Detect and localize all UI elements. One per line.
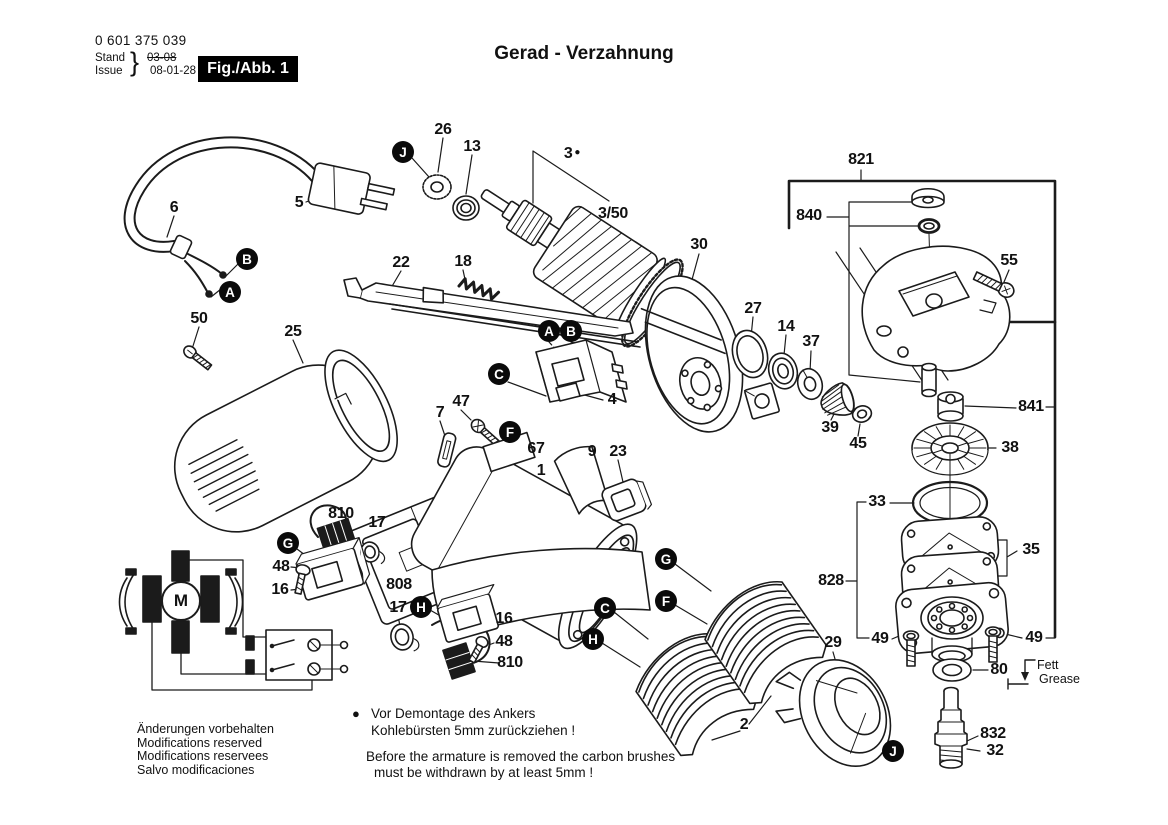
callout-1-28: 1 xyxy=(536,462,546,479)
callout-13-2: 13 xyxy=(463,138,481,155)
grease-label-de: Fett xyxy=(1037,658,1059,672)
callout-h-44: H xyxy=(410,596,432,618)
callout-55-17: 55 xyxy=(1000,252,1018,269)
callout-c-22: C xyxy=(488,363,510,385)
grease-label-en: Grease xyxy=(1039,672,1080,686)
power-plug-part xyxy=(307,162,396,220)
spindle-lock-cap-part xyxy=(912,189,944,208)
screw-50-part xyxy=(181,344,213,372)
note-bullet: ● xyxy=(352,706,360,721)
callout-832-59: 832 xyxy=(980,725,1006,742)
note-english-line2: must be withdrawn by at least 5mm ! xyxy=(374,765,594,780)
issue-label: Issue xyxy=(95,64,123,77)
pin-part xyxy=(922,364,936,397)
callout-7-24: 7 xyxy=(435,404,445,421)
callout-23-30: 23 xyxy=(609,443,627,460)
superseded-date: 03-08 xyxy=(147,52,177,64)
callout-5-5: 5 xyxy=(294,194,304,211)
power-cord-part xyxy=(130,142,316,297)
button-23-part xyxy=(600,476,652,523)
callout-16-45: 16 xyxy=(495,610,513,627)
callout-840-16: 840 xyxy=(796,207,822,224)
callout-810-37: 810 xyxy=(328,505,354,522)
callout-b-7: B xyxy=(236,248,258,270)
revision-line-0: Änderungen vorbehalten xyxy=(137,722,274,736)
callout-17-38: 17 xyxy=(368,514,386,531)
callout-j-1: J xyxy=(392,141,414,163)
revision-line-1: Modifications reserved xyxy=(137,735,263,750)
callout-808-42: 808 xyxy=(386,576,412,593)
callout-27-12: 27 xyxy=(744,300,762,317)
callout-18-10: 18 xyxy=(454,253,472,270)
callout-80-56: 80 xyxy=(990,661,1008,678)
pinion-39-part xyxy=(817,381,857,421)
issue-date: 08-01-28 xyxy=(150,65,197,77)
callout-67-27: 67 xyxy=(527,440,545,457)
callout-35-36: 35 xyxy=(1022,541,1040,558)
callout-48-46: 48 xyxy=(495,633,513,650)
bushing-841-part xyxy=(938,392,963,421)
callout-47-25: 47 xyxy=(452,393,470,410)
callout-6-6: 6 xyxy=(169,199,179,216)
felt-ring-26-part xyxy=(423,175,451,199)
callout-3-50-4: 3/50 xyxy=(598,205,628,222)
page-title: Gerad - Verzahnung xyxy=(494,43,674,64)
washer-37-part xyxy=(794,366,826,402)
grease-symbol xyxy=(1008,660,1035,689)
washer-80-part xyxy=(933,659,971,681)
callout-25-19: 25 xyxy=(284,323,302,340)
callout-39-31: 39 xyxy=(821,419,839,436)
callout-49-54: 49 xyxy=(1025,629,1043,646)
callout-3-3: 3 ● xyxy=(563,145,581,162)
callout-f-26: F xyxy=(499,421,521,443)
callout-a-8: A xyxy=(219,281,241,303)
callout-30-11: 30 xyxy=(690,236,708,253)
note-german-line1: Vor Demontage des Ankers xyxy=(371,706,536,721)
callout-32-60: 32 xyxy=(986,742,1004,759)
callout-g-39: G xyxy=(277,532,299,554)
callout-38-34: 38 xyxy=(1001,439,1019,456)
callout-9-29: 9 xyxy=(587,443,597,460)
lock-ring-part xyxy=(919,220,939,233)
callout-2-57: 2 xyxy=(739,716,749,733)
callout-g-48: G xyxy=(655,548,677,570)
callout-48-40: 48 xyxy=(272,558,290,575)
bearing-block-part xyxy=(744,383,779,420)
callout-45-32: 45 xyxy=(849,435,867,452)
callout-22-9: 22 xyxy=(392,254,410,271)
callout-f-49: F xyxy=(655,590,677,612)
callout-16-41: 16 xyxy=(271,581,289,598)
revision-footer xyxy=(137,723,274,778)
callout-841-33: 841 xyxy=(1018,398,1044,415)
stand-issue-brace: } xyxy=(130,47,140,77)
callout-828-52: 828 xyxy=(818,572,844,589)
figure-label-badge: Fig./Abb. 1 xyxy=(198,56,298,82)
callout-a-20: A xyxy=(538,320,560,342)
callout-810-47: 810 xyxy=(497,654,523,671)
callout-b-21: B xyxy=(560,320,582,342)
callout-821-15: 821 xyxy=(848,151,874,168)
callout-4-23: 4 xyxy=(607,391,617,408)
spindle-832-part xyxy=(935,688,967,769)
gear-housing-part xyxy=(862,246,1010,371)
bearing-13-part xyxy=(453,196,479,220)
callout-33-35: 33 xyxy=(868,493,886,510)
note-english-line1: Before the armature is removed the carbon brushes xyxy=(366,749,676,764)
callout-29-55: 29 xyxy=(824,634,842,651)
callout-c-50: C xyxy=(594,597,616,619)
revision-line-2: Modifications reservees xyxy=(137,749,269,764)
callout-j-58: J xyxy=(882,740,904,762)
revision-line-3: Salvo modificaciones xyxy=(137,763,255,778)
callout-14-13: 14 xyxy=(777,318,795,335)
callout-h-51: H xyxy=(582,628,604,650)
note-german-line2: Kohlebürsten 5mm zurückziehen ! xyxy=(371,723,576,738)
callout-50-18: 50 xyxy=(190,310,208,327)
callout-26-0: 26 xyxy=(434,121,452,138)
callout-49-53: 49 xyxy=(871,630,889,647)
part-number: 0 601 375 039 xyxy=(95,33,187,48)
callout-17-43: 17 xyxy=(389,599,407,616)
callout-37-14: 37 xyxy=(802,333,820,350)
motor-symbol: M xyxy=(161,581,201,621)
stand-label: Stand xyxy=(95,52,126,64)
